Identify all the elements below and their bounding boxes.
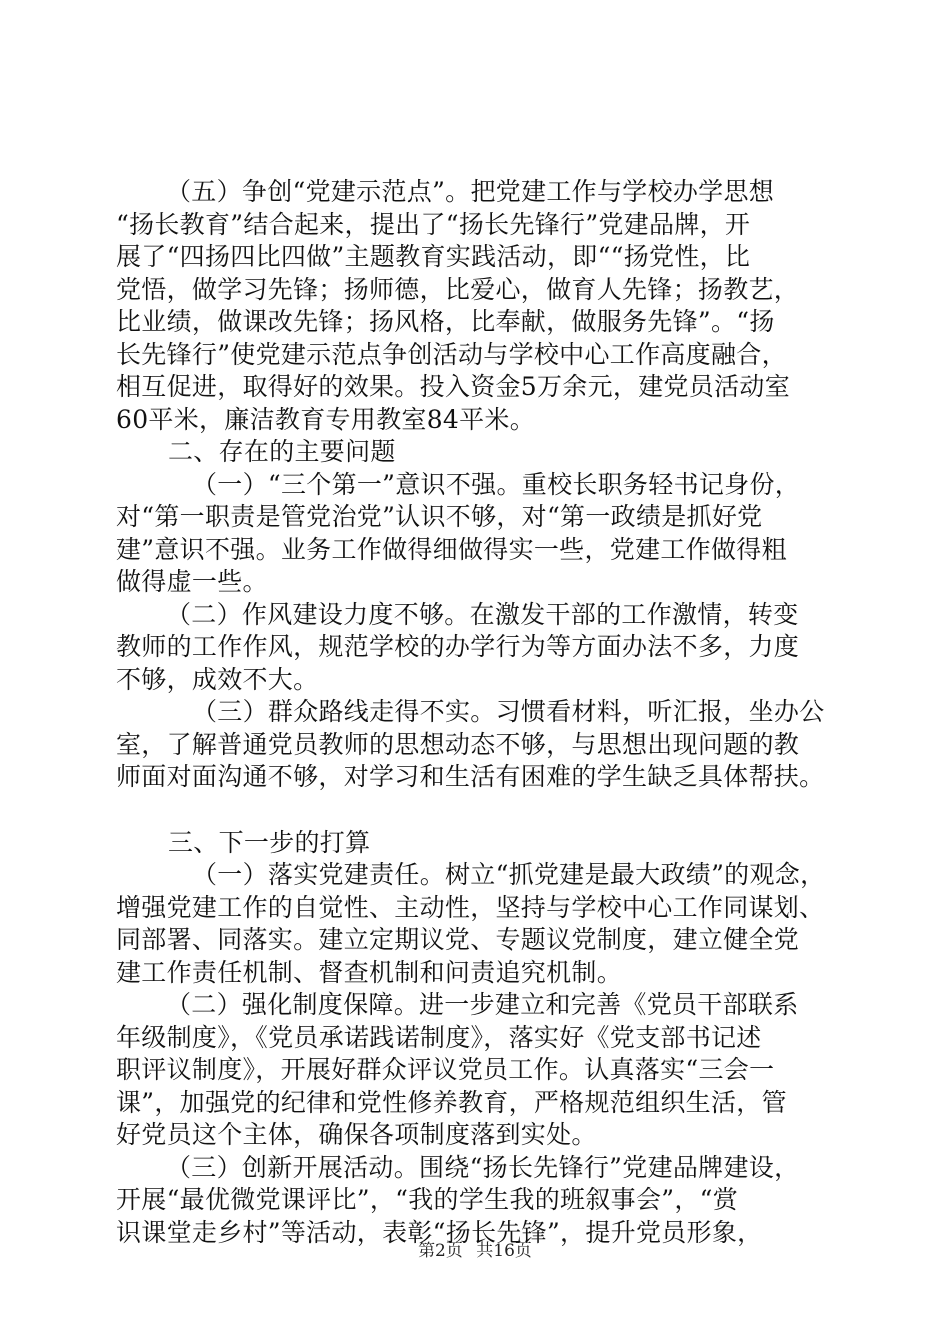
paragraph-line: 教师的工作作风，规范学校的办学行为等方面办法不多，力度 — [116, 632, 800, 661]
page-number: 第2页 — [418, 1241, 463, 1261]
paragraph-line: 好党员这个主体，确保各项制度落到实处。 — [116, 1120, 597, 1149]
paragraph-line: 对“第一职责是管党治党”认识不够，对“第一政绩是抓好党 — [116, 502, 763, 531]
paragraph-line: （一）“三个第一”意识不强。重校长职务轻书记身份， — [192, 469, 801, 499]
paragraph-line: 师面对面沟通不够，对学习和生活有困难的学生缺乏具体帮扶。 — [116, 762, 825, 791]
document-body — [116, 176, 836, 1249]
paragraph-line: 相互促进，取得好的效果。投入资金5万余元，建党员活动室 — [116, 372, 791, 401]
page-total: 共16页 — [476, 1241, 532, 1261]
paragraph-line: 做得虚一些。 — [116, 567, 268, 596]
paragraph-line: 长先锋行”使党建示范点争创活动与学校中心工作高度融合， — [116, 339, 787, 369]
paragraph-line: 展了“四扬四比四做”主题教育实践活动，即““扬党性，比 — [116, 242, 751, 271]
section-heading: 二、存在的主要问题 — [168, 437, 396, 466]
paragraph-line: 开展“最优微党课评比”，“我的学生我的班叙事会”，“赏 — [116, 1185, 739, 1214]
paragraph-line: 职评议制度》，开展好群众评议党员工作。认真落实“三会一 — [116, 1055, 775, 1084]
paragraph-line: （二）作风建设力度不够。在激发干部的工作激情，转变 — [166, 599, 799, 629]
paragraph-line: “扬长教育”结合起来，提出了“扬长先锋行”党建品牌，开 — [116, 209, 751, 239]
paragraph-line: 不够，成效不大。 — [116, 664, 319, 694]
paragraph-line: 室，了解普通党员教师的思想动态不够，与思想出现问题的教 — [116, 729, 800, 759]
blank-line — [116, 794, 836, 827]
paragraph-line: （三）群众路线走得不实。习惯看材料，听汇报，坐办公 — [192, 697, 825, 726]
page-footer — [0, 1240, 950, 1262]
paragraph-line: 增强党建工作的自觉性、主动性，坚持与学校中心工作同谋划、 — [116, 892, 825, 922]
paragraph-line: （三）创新开展活动。围绕“扬长先锋行”党建品牌建设， — [166, 1152, 800, 1182]
paragraph-line: 同部署、同落实。建立定期议党、专题议党制度，建立健全党 — [116, 925, 800, 954]
paragraph-line: （五）争创“党建示范点”。把党建工作与学校办学思想 — [166, 177, 775, 206]
paragraph-line: 60平米，廉洁教育专用教室84平米。 — [116, 404, 536, 434]
paragraph-line: 比业绩，做课改先锋；扬风格，比奉献，做服务先锋”。“扬 — [116, 307, 775, 336]
paragraph-line: 党悟，做学习先锋；扬师德，比爱心，做育人先锋；扬教艺， — [116, 274, 800, 304]
paragraph-line: 识课堂走乡村”等活动，表彰“扬长先锋”，提升党员形象， — [116, 1217, 763, 1247]
paragraph-line: 课”，加强党的纪律和党性修养教育，严格规范组织生活，管 — [116, 1087, 787, 1117]
paragraph-line: （一）落实党建责任。树立“抓党建是最大政绩”的观念， — [192, 860, 826, 889]
paragraph-line: 建”意识不强。业务工作做得细做得实一些，党建工作做得粗 — [116, 534, 787, 564]
section-heading: 三、下一步的打算 — [168, 827, 371, 857]
paragraph-line: 年级制度》，《党员承诺践诺制度》，落实好《党支部书记述 — [116, 1022, 762, 1052]
paragraph-line: 建工作责任机制、督查机制和问责追究机制。 — [116, 957, 623, 987]
paragraph-line: （二）强化制度保障。进一步建立和完善《党员干部联系 — [166, 990, 799, 1019]
